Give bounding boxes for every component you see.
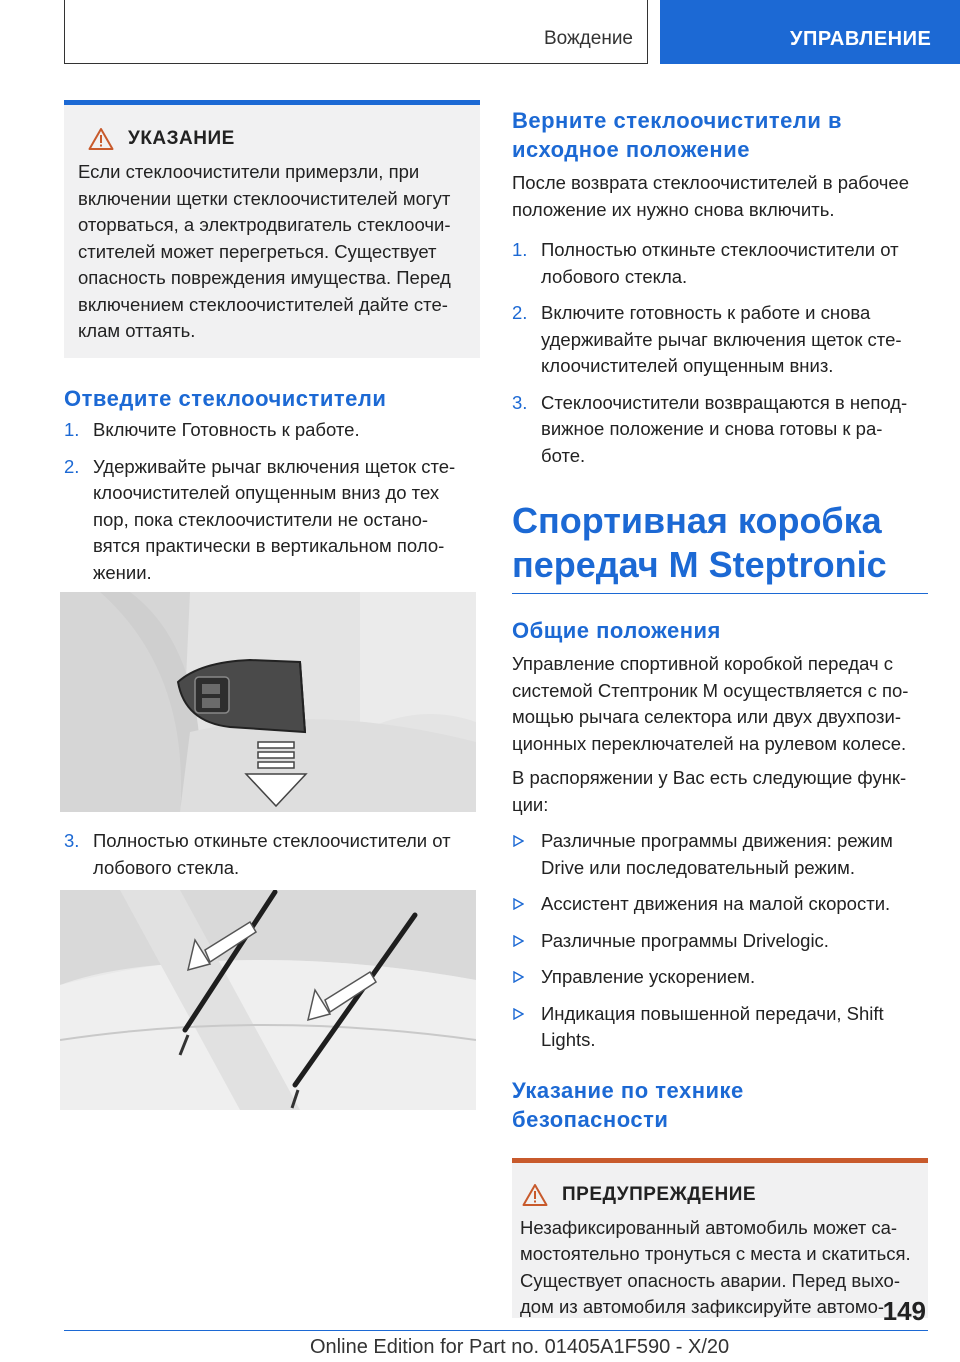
- list-item: 3. Полностью откиньте стеклоочистители от лобового стекла.: [64, 830, 451, 878]
- footer-edition: Online Edition for Part no. 01405A1F590 - X/20: [310, 1336, 730, 1358]
- list-item: 2. Включите готовность к работе и снова удерживайте рычаг включения щеток сте- клоочистителей опущенным вниз.: [512, 302, 902, 376]
- general-paragraph-2: В распоряжении у Вас есть следующие функ- ции:: [512, 767, 907, 815]
- header-section-box: [64, 0, 648, 64]
- section-heading-general: Общие положения: [512, 618, 721, 643]
- list-item: Различные программы движения: режим Drive или последовательный режим.: [512, 828, 928, 881]
- fold-wipers-step3: [64, 828, 480, 881]
- notice-title: УКАЗАНИЕ: [128, 128, 235, 149]
- list-item: 1. Включите Готовность к работе.: [64, 419, 360, 440]
- wipers-folded-illustration: [60, 890, 476, 1110]
- warning-text: Незафиксированный автомобиль может са- мостоятельно тронуться с места и скатиться. Существует опасность аварии. Перед выхо- дом из автомобиля зафиксируйте автомо-: [520, 1216, 911, 1317]
- right-column: [512, 100, 928, 1318]
- list-item: Ассистент движения на малой скорости.: [512, 891, 928, 918]
- section-heading-safety: Указание по технике безопасности: [512, 1077, 744, 1132]
- return-wipers-intro: После возврата стеклоочистителей в рабочее положение их нужно снова включить.: [512, 172, 909, 220]
- list-item: 1. Полностью откиньте стеклоочистители от лобового стекла.: [512, 239, 899, 287]
- footer-divider: [64, 1330, 928, 1331]
- return-wipers-steps: [512, 237, 928, 469]
- warning-box: [512, 1158, 928, 1318]
- chapter-title: Спортивная коробка передач M Steptronic: [512, 500, 887, 585]
- left-column: [64, 100, 480, 596]
- list-item: 3. Стеклоочистители возвращаются в непод- вижное положение и снова готовы к ра- боте.: [512, 391, 908, 466]
- header-chapter-tab[interactable]: [660, 0, 960, 64]
- bullet-triangle-icon: [512, 971, 524, 983]
- notice-text: Если стеклоочистители примерзли, при включении щетки стеклоочистителей могут оторваться, а электродвигатель стеклоочи- стителей может перегреться. Существует опасность повреждения имущества. Перед включением стеклоочистителей дайте сте- клам оттаять.: [78, 161, 451, 341]
- list-item: 2. Удерживайте рычаг включения щеток сте- клоочистителей опущенным вниз до тех пор, пока стеклоочистители не остано- вятся практически в вертикальном поло- жении.: [64, 455, 456, 583]
- header-section-title: Вождение: [543, 28, 633, 49]
- section-heading-return-wipers: Верните стеклоочистители в исходное положение: [512, 108, 843, 162]
- list-item: Индикация повышенной передачи, Shift Lights.: [512, 1001, 928, 1054]
- bullet-triangle-icon: [512, 898, 524, 910]
- list-item: Управление ускорением.: [512, 964, 928, 991]
- notice-box: [64, 100, 480, 358]
- fold-wipers-steps: [64, 417, 480, 586]
- warning-triangle-icon: [88, 127, 114, 151]
- warning-triangle-icon: [522, 1183, 548, 1207]
- bullet-triangle-icon: [512, 1008, 524, 1020]
- header-chapter-label: УПРАВЛЕНИЕ: [790, 28, 932, 50]
- bullet-triangle-icon: [512, 935, 524, 947]
- function-list: [512, 828, 928, 1054]
- general-paragraph-1: Управление спортивной коробкой передач с системой Стептроник М осуществляется с по- мощью рычага селектора или двух двухпози- ционных переключателей на рулевом колесе.: [512, 653, 909, 754]
- section-heading-fold-wipers: Отведите стеклоочистители: [64, 386, 387, 411]
- page-number: 149: [882, 1296, 926, 1326]
- wiper-stalk-illustration: [60, 592, 476, 812]
- list-item: Различные программы Drivelogic.: [512, 928, 928, 955]
- warning-title: ПРЕДУПРЕЖДЕНИЕ: [562, 1183, 757, 1205]
- bullet-triangle-icon: [512, 835, 524, 847]
